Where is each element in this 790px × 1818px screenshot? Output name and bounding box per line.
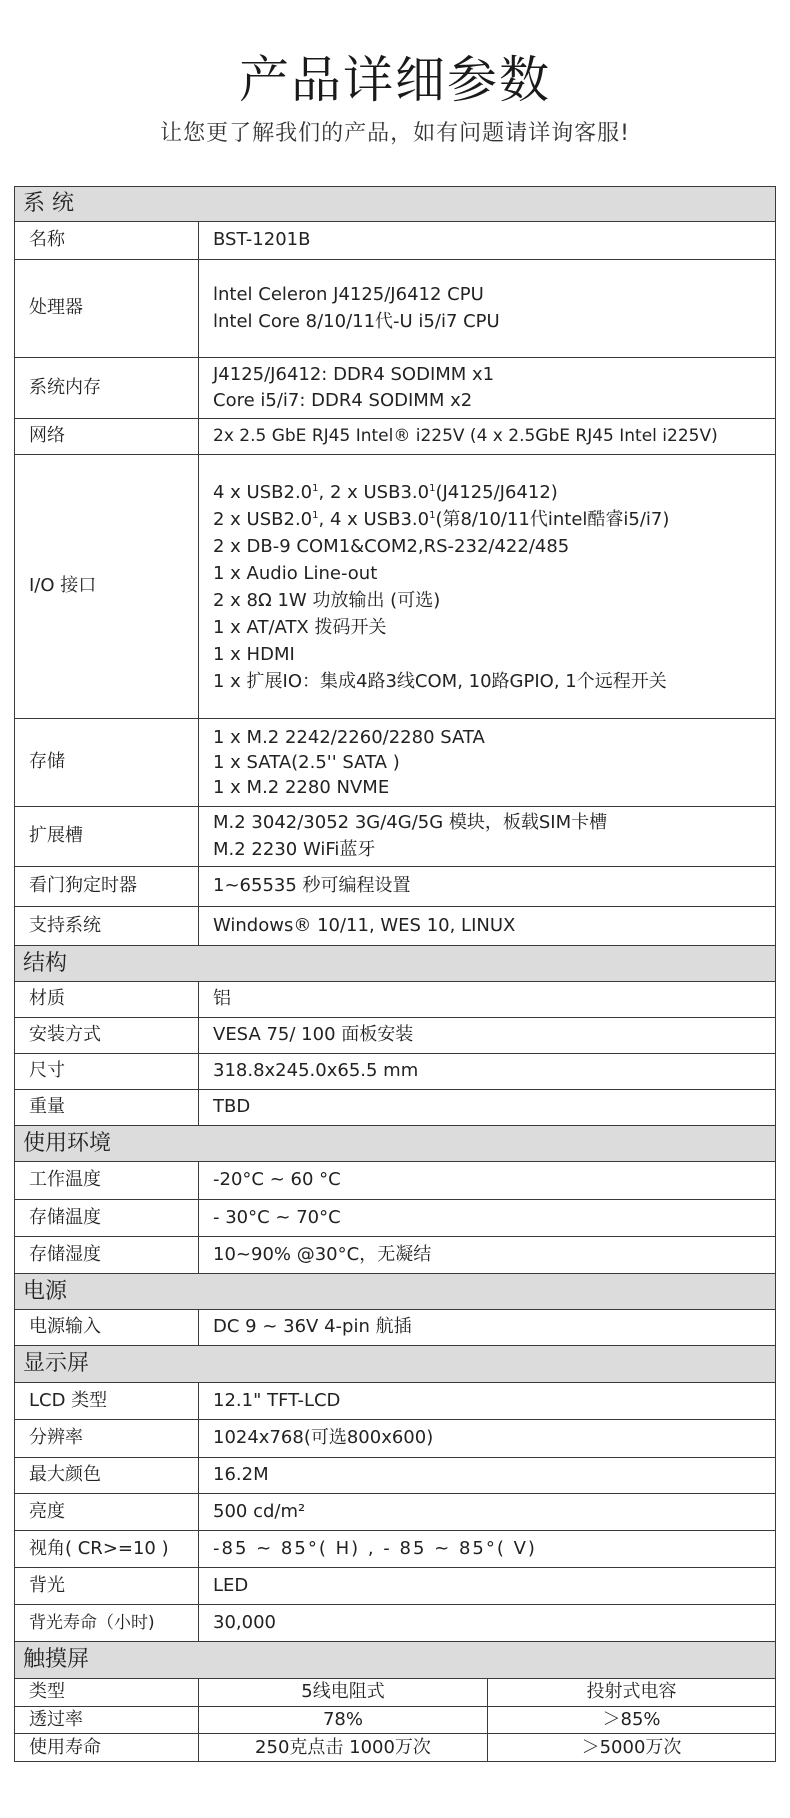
spec-line: 1 x HDMI xyxy=(213,643,295,665)
spec-value: Windows® 10/11, WES 10, LINUX xyxy=(199,907,776,946)
spec-label: 使用寿命 xyxy=(15,1734,199,1762)
spec-line: 1 x 扩展IO：集成4路3线COM, 10路GPIO, 1个远程开关 xyxy=(213,670,667,692)
spec-value xyxy=(199,358,776,419)
section-title: 系 统 xyxy=(15,187,776,222)
spec-label: 存储温度 xyxy=(15,1200,199,1237)
spec-value xyxy=(199,807,776,867)
spec-value xyxy=(199,455,776,719)
spec-value: DC 9 ~ 36V 4-pin 航插 xyxy=(199,1310,776,1346)
page-subtitle: 让您更了解我们的产品，如有问题请详询客服! xyxy=(160,121,630,146)
spec-value: 30,000 xyxy=(199,1605,776,1642)
spec-row-weight xyxy=(15,1090,776,1126)
spec-label: LCD 类型 xyxy=(15,1383,199,1420)
section-structure xyxy=(15,946,776,982)
spec-label: 存储湿度 xyxy=(15,1237,199,1274)
spec-row-network xyxy=(15,419,776,455)
spec-row-watchdog xyxy=(15,867,776,907)
spec-line: 2 x 8Ω 1W 功放输出 (可选) xyxy=(213,589,441,611)
spec-value: 10~90% @30°C，无凝结 xyxy=(199,1237,776,1274)
spec-label: 最大颜色 xyxy=(15,1458,199,1494)
spec-row-expansion xyxy=(15,807,776,867)
spec-row-op-temp xyxy=(15,1162,776,1200)
spec-value-resistive: 5线电阻式 xyxy=(199,1679,488,1707)
spec-value: 1~65535 秒可编程设置 xyxy=(199,867,776,907)
spec-row-st-temp xyxy=(15,1200,776,1237)
spec-value: 2x 2.5 GbE RJ45 Intel® i225V (4 x 2.5GbE RJ45 Intel i225V) xyxy=(199,419,776,455)
spec-line: 1 x SATA(2.5'' SATA ) xyxy=(213,751,400,773)
spec-row-os xyxy=(15,907,776,946)
spec-label: 名称 xyxy=(15,222,199,260)
section-title: 使用环境 xyxy=(15,1126,776,1162)
spec-row-resolution xyxy=(15,1420,776,1458)
spec-label: 网络 xyxy=(15,419,199,455)
spec-line: 1 x M.2 2280 NVME xyxy=(213,777,390,799)
spec-value-capacitive: ＞85% xyxy=(488,1707,776,1734)
spec-row-angle xyxy=(15,1531,776,1568)
spec-label: 存储 xyxy=(15,719,199,807)
spec-value: BST-1201B xyxy=(199,222,776,260)
section-display xyxy=(15,1346,776,1383)
spec-table xyxy=(14,186,776,1762)
spec-row-backlight xyxy=(15,1568,776,1605)
spec-value: 318.8x245.0x65.5 mm xyxy=(199,1054,776,1090)
spec-value xyxy=(199,719,776,807)
spec-value-resistive: 250克点击 1000万次 xyxy=(199,1734,488,1762)
section-environment xyxy=(15,1126,776,1162)
spec-line: 1 x Audio Line-out xyxy=(213,562,378,584)
spec-label: 重量 xyxy=(15,1090,199,1126)
spec-row-touch-type xyxy=(15,1679,776,1707)
spec-row-brightness xyxy=(15,1494,776,1531)
spec-value-capacitive: 投射式电容 xyxy=(488,1679,776,1707)
spec-value: 1024x768(可选800x600) xyxy=(199,1420,776,1458)
spec-label: 分辨率 xyxy=(15,1420,199,1458)
spec-row-io xyxy=(15,455,776,719)
spec-row-power-input xyxy=(15,1310,776,1346)
spec-row-backlight-life xyxy=(15,1605,776,1642)
spec-value: - 30°C ~ 70°C xyxy=(199,1200,776,1237)
section-title: 显示屏 xyxy=(15,1346,776,1383)
spec-label: 安装方式 xyxy=(15,1018,199,1054)
spec-line: 2 x DB-9 COM1&COM2,RS-232/422/485 xyxy=(213,535,570,557)
section-touch xyxy=(15,1642,776,1679)
spec-row-colors xyxy=(15,1458,776,1494)
spec-row-name xyxy=(15,222,776,260)
section-title: 触摸屏 xyxy=(15,1642,776,1679)
spec-line: 4 x $USB2.0^1$, 2 x $USB3.0^1(J4125/J6412)$ xyxy=(213,481,558,503)
spec-value-capacitive: ＞5000万次 xyxy=(488,1734,776,1762)
section-power xyxy=(15,1274,776,1310)
spec-label: 亮度 xyxy=(15,1494,199,1531)
spec-line: 2 x $USB2.0^1$, 4 x $USB3.0^1$(第8/10/11代intel酷睿i5/i7) xyxy=(213,508,670,530)
spec-label: 扩展槽 xyxy=(15,807,199,867)
spec-value: -20°C ~ 60 °C xyxy=(199,1162,776,1200)
spec-value: LED xyxy=(199,1568,776,1605)
spec-row-cpu xyxy=(15,260,776,358)
section-system xyxy=(15,187,776,222)
spec-row-mounting xyxy=(15,1018,776,1054)
spec-label: 材质 xyxy=(15,982,199,1018)
spec-value: 铝 xyxy=(199,982,776,1018)
spec-value-resistive: 78% xyxy=(199,1707,488,1734)
spec-line: 1 x M.2 2242/2260/2280 SATA xyxy=(213,726,485,748)
spec-value: 12.1" TFT-LCD xyxy=(199,1383,776,1420)
spec-label: 背光 xyxy=(15,1568,199,1605)
spec-value: 16.2M xyxy=(199,1458,776,1494)
spec-label: 背光寿命（小时) xyxy=(15,1605,199,1642)
spec-label: 看门狗定时器 xyxy=(15,867,199,907)
spec-label: 系统内存 xyxy=(15,358,199,419)
spec-row-touch-lifetime xyxy=(15,1734,776,1762)
spec-line: 1 x AT/ATX 拨码开关 xyxy=(213,616,387,638)
spec-label: 尺寸 xyxy=(15,1054,199,1090)
spec-row-material xyxy=(15,982,776,1018)
spec-value: 500 cd/m² xyxy=(199,1494,776,1531)
spec-line: lntel Core 8/10/11代-U i5/i7 CPU xyxy=(213,310,500,332)
spec-row-lcd xyxy=(15,1383,776,1420)
spec-row-touch-transmittance xyxy=(15,1707,776,1734)
spec-label: 视角( CR>=10 ) xyxy=(15,1531,199,1568)
spec-value: -85 ~ 85°( H) , - 85 ~ 85°( V) xyxy=(199,1531,776,1568)
spec-line: M.2 3042/3052 3G/4G/5G 模块，板载SIM卡槽 xyxy=(213,812,608,834)
section-title: 结构 xyxy=(15,946,776,982)
spec-label: 支持系统 xyxy=(15,907,199,946)
spec-line: Core i5/i7: DDR4 SODIMM x2 xyxy=(213,390,473,411)
spec-line: lntel Celeron J4125/J6412 CPU xyxy=(213,284,484,306)
spec-value xyxy=(199,260,776,358)
spec-label: 工作温度 xyxy=(15,1162,199,1200)
spec-label: 透过率 xyxy=(15,1707,199,1734)
spec-label: I/O 接口 xyxy=(15,455,199,719)
section-title: 电源 xyxy=(15,1274,776,1310)
spec-value: VESA 75/ 100 面板安装 xyxy=(199,1018,776,1054)
page-title: 产品详细参数 xyxy=(239,51,551,109)
spec-label: 类型 xyxy=(15,1679,199,1707)
spec-row-storage xyxy=(15,719,776,807)
spec-label: 电源输入 xyxy=(15,1310,199,1346)
spec-line: M.2 2230 WiFi蓝牙 xyxy=(213,838,376,860)
spec-value: TBD xyxy=(199,1090,776,1126)
spec-label: 处理器 xyxy=(15,260,199,358)
spec-row-st-humidity xyxy=(15,1237,776,1274)
spec-row-memory xyxy=(15,358,776,419)
spec-row-size xyxy=(15,1054,776,1090)
spec-line: J4125/J6412: DDR4 SODIMM x1 xyxy=(213,363,495,385)
